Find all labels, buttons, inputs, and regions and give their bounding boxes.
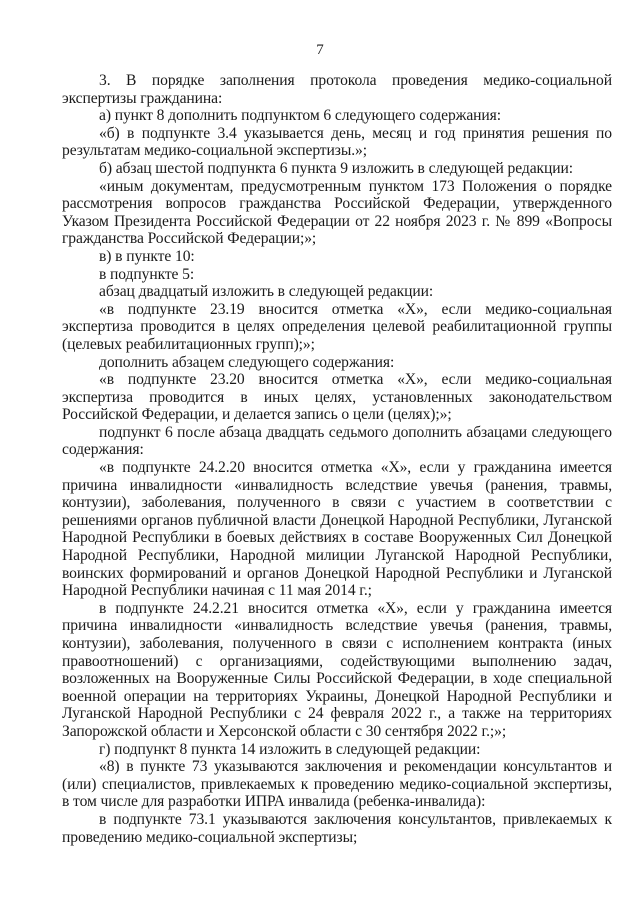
paragraph-quote-23-19: «в подпункте 23.19 вносится отметка «Х», если медико-социальная экспертиза проводится в целях определения целевой реабилитационной группы (целевых реабилитационных групп);»;	[62, 300, 612, 353]
paragraph-subitem-5: в подпункте 5:	[99, 265, 195, 283]
paragraph-quote-item-73: «8) в пункте 73 указываются заключения и рекомендации консультантов и (или) специалистов, привлекаемых к проведению медико-социальной экспертизы, в том числе для разработки ИПРА инвалида (ребенка-инвалида):	[62, 758, 612, 811]
paragraph-quote-24-2-20: «в подпункте 24.2.20 вносится отметка «Х», если у гражданина имеется причина инвалидности «инвалидность вследствие увечья (ранения, травмы, контузии), заболевания, полученного в связи с участием в соответствии с решениями органов публичной власти Донецкой Народной Республики, Луганской Народной Республики в боевых действиях в составе Вооруженных Сил Донецкой Народной Республики, Народной милиции Луганской Народной Республики, воинских формирований и органов Донецкой Народной Республики и Луганской Народной Республики начиная с 11 мая 2014 г.;	[62, 459, 612, 600]
page-number: 7	[316, 42, 324, 58]
paragraph-item-v: в) в пункте 10:	[99, 247, 195, 265]
paragraph-quote-other-documents: «иным документам, предусмотренным пунктом 173 Положения о порядке рассмотрения вопросов гражданства Российской Федерации, утвержденного Указом Президента Российской Федерации от 22 ноября 2023 г. № 899 «Вопросы гражданства Российской Федерации;»;	[62, 177, 612, 248]
document-body	[62, 72, 612, 846]
paragraph-24-2-21: в подпункте 24.2.21 вносится отметка «Х», если у гражданина имеется причина инвалидности «инвалидность вследствие увечья (ранения, травмы, контузии), заболевания, полученного в связи с исполнением контракта (иных правоотношений) с организациями, содействующими выполнению задач, возложенных на Вооруженные Силы Российской Федерации, в ходе специальной военной операции на территориях Украины, Донецкой Народной Республики и Луганской Народной Республики с 24 февраля 2022 г., а также на территориях Запорожской области и Херсонской области с 30 сентября 2022 г.;»;	[62, 599, 612, 740]
paragraph-item-g: г) подпункт 8 пункта 14 изложить в следующей редакции:	[99, 740, 481, 758]
paragraph-abzac-20: абзац двадцатый изложить в следующей редакции:	[99, 283, 434, 301]
paragraph-subitem-73-1: в подпункте 73.1 указываются заключения консультантов, привлекаемых к проведению медико-социальной экспертизы;	[62, 810, 612, 846]
paragraph-quote-subitem-6: «б) в подпункте 3.4 указывается день, месяц и год принятия решения по результатам медико-социальной экспертизы.»;	[62, 124, 612, 160]
paragraph-subitem-6: подпункт 6 после абзаца двадцать седьмого дополнить абзацами следующего содержания:	[62, 423, 612, 459]
paragraph-item-a: а) пункт 8 дополнить подпунктом 6 следующего содержания:	[99, 107, 501, 125]
paragraph-section-3: 3. В порядке заполнения протокола проведения медико-социальной экспертизы гражданина:	[62, 72, 612, 107]
paragraph-item-b: б) абзац шестой подпункта 6 пункта 9 изложить в следующей редакции:	[99, 159, 573, 177]
paragraph-quote-23-20: «в подпункте 23.20 вносится отметка «Х», если медико-социальная экспертиза проводится в иных целях, установленных законодательством Российской Федерации, и делается запись о цели (целях);»;	[62, 371, 612, 424]
paragraph-add-abzac: дополнить абзацем следующего содержания:	[99, 353, 395, 371]
